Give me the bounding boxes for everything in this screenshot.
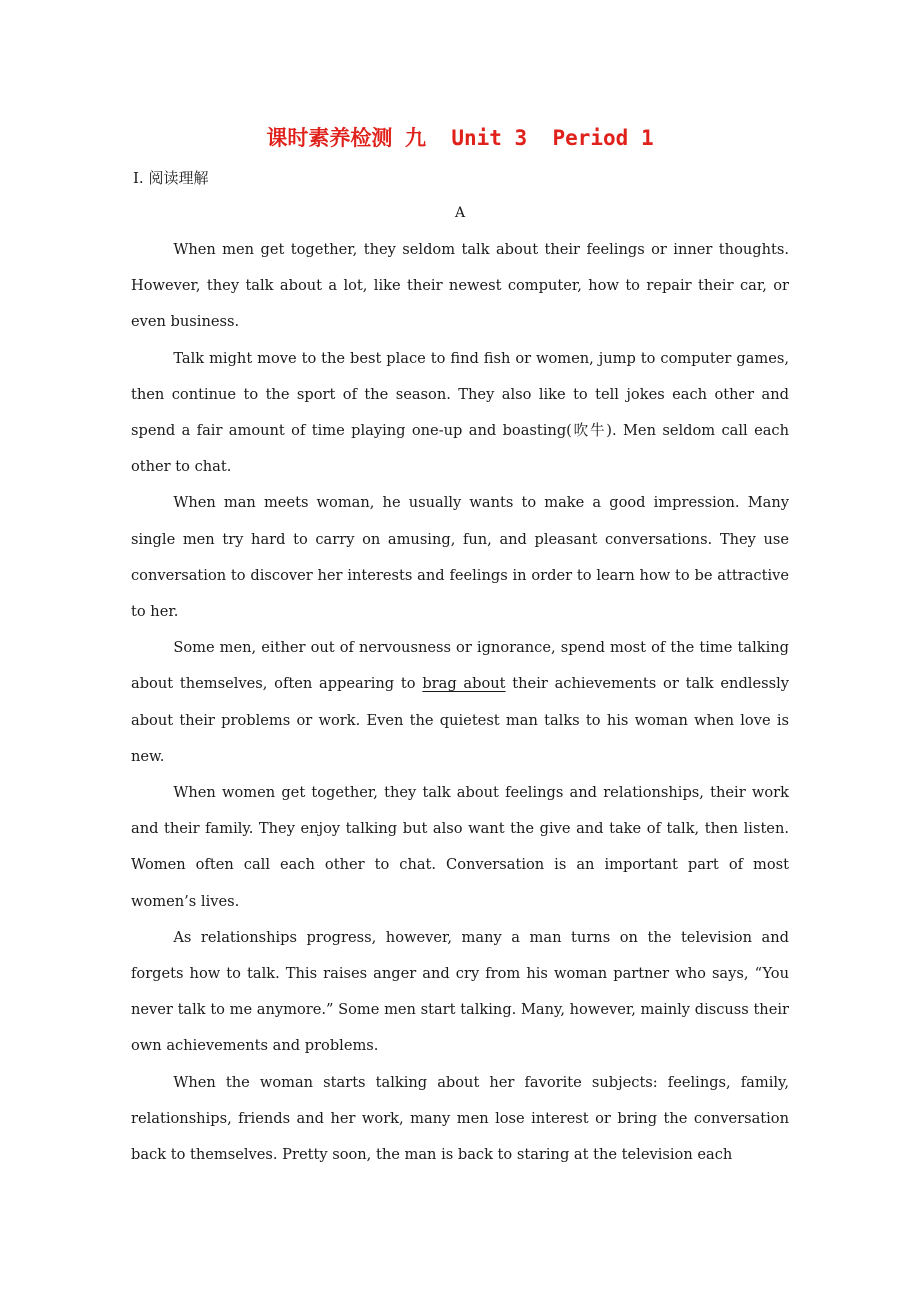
- page-title: 课时素养检测 九 Unit 3 Period 1: [266, 126, 654, 150]
- underlined-phrase: brag about: [422, 675, 506, 693]
- passage-label: A: [454, 205, 466, 221]
- paragraph-7: When the woman starts talking about her favorite subjects: feelings, family, relationships, friends and her work, many men lose interest or bring the conversation back to themselves. Pretty soon, the man is back to staring at the television each: [131, 1073, 789, 1164]
- paragraph-1: When men get together, they seldom talk about their feelings or inner thoughts. However, they talk about a lot, like their newest computer, how to repair their car, or even business.: [131, 241, 789, 331]
- paragraph-5: When women get together, they talk about feelings and relationships, their work and their family. They enjoy talking but also want the give and take of talk, then listen. Women often call each other to chat. Conversation is an important part of most women’s lives.: [131, 784, 789, 910]
- paragraph-6: As relationships progress, however, many a man turns on the television and forgets how to talk. This raises anger and cry from his woman partner who says, “You never talk to me anymore.” Some men start talking. Many, however, mainly discuss their own achievements and problems.: [131, 928, 789, 1055]
- paragraph-4: [131, 630, 789, 775]
- paragraph-2: Talk might move to the best place to find fish or women, jump to computer games, then continue to the sport of the season. They also like to tell jokes each other and spend a fair amount of time playing one-up and boasting(吹牛). Men seldom call each other to chat.: [131, 349, 789, 476]
- passage-body: [131, 232, 789, 1173]
- paragraph-4-text-before: Some men, either out of nervousness or ignorance, spend most of the time talking about themselves, often appearing to: [131, 639, 789, 693]
- paragraph-3: When man meets woman, he usually wants to make a good impression. Many single men try hard to carry on amusing, fun, and pleasant conversations. They use conversation to discover her interests and feelings in order to learn how to be attractive to her.: [131, 494, 789, 621]
- paragraph-4-text-after: their achievements or talk endlessly about their problems or work. Even the quietest man talks to his woman when love is new.: [131, 675, 789, 765]
- section-heading: Ⅰ. 阅读理解: [133, 169, 209, 187]
